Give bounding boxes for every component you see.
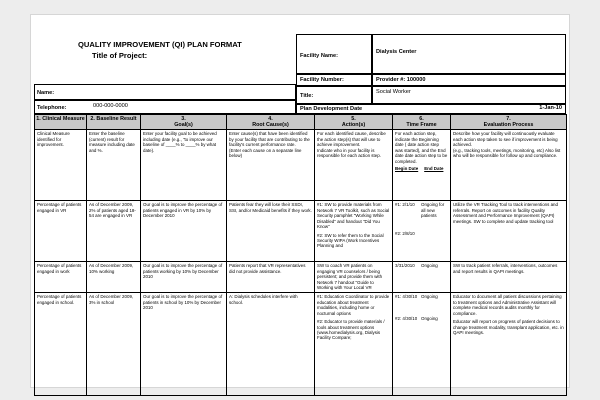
column-header-root-cause: 4. Root Cause(s) (227, 115, 315, 130)
begin-date: #1: 2/1/10 (395, 202, 415, 208)
plan-header (34, 34, 566, 114)
title-value: Social Worker (376, 89, 411, 95)
column-header-goal: 3. Goal(s) (141, 115, 227, 130)
table-row (35, 201, 567, 262)
provider-field[interactable] (372, 74, 566, 86)
telephone-label: Telephone: (37, 105, 67, 111)
instruction-measure: Clinical Measure identified for improvement. (35, 130, 87, 201)
column-header-time-frame: 6. Time Frame (393, 115, 451, 130)
plan-date-value: 1-Jan-10 (539, 105, 562, 111)
cell-goal[interactable]: Our goal is to improve the percentage of patients working by 10% by December 2010 (141, 262, 227, 293)
end-date: Ongoing (421, 294, 438, 300)
evaluation-note: Educator to document all patient discussions pertaining to treatment options and Administrative Assistant will complete medical records audits monthly for compliance. (453, 294, 562, 316)
action-step: #2: Educator to provide materials / tools about treatment options (www.homedialysis.org, Dialysis Facility Compare; (317, 319, 385, 341)
plan-date-field[interactable] (296, 104, 566, 114)
cell-evaluation[interactable]: Utilize the VR Tracking Tool to track interventions and referrals. Report on outcomes in facility Quality Assessment and Performance Improvement (QAPI) meetings. SW to complete and update tracking tool (451, 201, 567, 262)
column-header-baseline: 2. Baseline Result (87, 115, 141, 130)
column-header-row (35, 115, 567, 130)
facility-name-label: Facility Name: (300, 53, 338, 59)
column-header-measure: 1. Clinical Measure (35, 115, 87, 130)
facility-name-label-cell (296, 34, 372, 74)
project-title-label: Title of Project: (92, 51, 148, 60)
begin-date-label: Begin Date (395, 165, 419, 171)
begin-date: #2: 2/8/10 (395, 230, 415, 236)
instruction-goal: Enter your facility goal to be achieved including date (e.g., "to improve our baseline of ____% to ____% by what date). (141, 130, 227, 201)
cell-baseline[interactable]: As of December 2009, 2% of patients aged 18-54 are engaged in VR (87, 201, 141, 262)
provider-number: Provider #: 100000 (376, 77, 426, 83)
begin-date: 3/31/2010 (395, 263, 415, 269)
cell-root-cause[interactable]: Patients fear they will lose their SSDI, SSI, and/or Medicaid benefits if they work. (227, 201, 315, 262)
instruction-baseline: Enter the baseline (current) result for measure including date and %. (87, 130, 141, 201)
end-date-label: End Date (424, 165, 444, 171)
column-header-action: 5. Action(s) (315, 115, 393, 130)
title-label-cell (296, 86, 372, 104)
facility-name-field[interactable] (372, 34, 566, 74)
instruction-row (35, 130, 567, 201)
end-date: Ongoing (421, 263, 438, 269)
facility-number-label-cell (296, 74, 372, 86)
cell-baseline[interactable]: As of December 2009, 3% in school (87, 293, 141, 396)
begin-date: #1: 4/30/10 (395, 294, 418, 300)
instruction-time-frame (393, 130, 451, 201)
cell-time-frame[interactable] (393, 262, 451, 293)
instruction-root-cause: Enter cause(s) that have been identified by your facility that are contributing to the facility's current performance rate. (Enter each cause on a separate line below) (227, 130, 315, 201)
action-step: #1: Education Coordinator to provide education about treatment modalities, including home or nocturnal options (317, 294, 390, 316)
cell-evaluation[interactable]: SW to track patient referrals, interventions, outcomes and report results in QAPI meetings. (451, 262, 567, 293)
instruction-time-frame-text: For each action step, indicate the Beginning date ( date action step was started), and the End date date action step to be completed. (395, 131, 448, 164)
facility-number-label: Facility Number: (300, 77, 344, 83)
cell-root-cause[interactable]: Patients report that VR representatives did not provide assistance. (227, 262, 315, 293)
cell-goal[interactable]: Our goal is to improve the percentage of patients in school by 10% by December 2010 (141, 293, 227, 396)
action-step: #1: SW to provide materials from Network 7 VR Toolkit, such as Social Security pamphlet "Working While Disabled" and handout "Did You Know" (317, 202, 390, 230)
name-label: Name: (37, 90, 55, 96)
cell-action[interactable]: SW to coach VR patients on engaging VR counselors / being persistent; and provide them with Network 7 handout "Guide to Working with Your Local VR (315, 262, 393, 293)
title-label: Title: (300, 93, 314, 99)
title-field[interactable] (372, 86, 566, 104)
table-row (35, 293, 567, 396)
cell-time-frame[interactable] (393, 293, 451, 396)
table-row (35, 262, 567, 293)
cell-time-frame[interactable] (393, 201, 451, 262)
cell-measure[interactable]: Percentage of patients engaged in work (35, 262, 87, 293)
plan-date-label: Plan Development Date (300, 106, 363, 112)
end-date: Ongoing for all new patients (421, 202, 445, 219)
document-title: QUALITY IMPROVEMENT (QI) PLAN FORMAT (78, 40, 242, 49)
cell-action[interactable] (315, 201, 393, 262)
cell-measure[interactable]: Percentage of patients engaged in VR (35, 201, 87, 262)
instruction-evaluation: Describe how your facility will continuously evaluate each action step taken to see if improvement is being achieved. (e.g., tracking tools, meetings, monitoring, etc) Also list who will be responsible for follow up and compliance. (451, 130, 567, 201)
cell-action[interactable] (315, 293, 393, 396)
cell-goal[interactable]: Our goal is to improve the percentage of patients engaged in VR by 10% by December 2010 (141, 201, 227, 262)
column-header-evaluation: 7. Evaluation Process (451, 115, 567, 130)
instruction-action: For each identified cause, describe the action step(s) that will use to achieve improvement. Indicate who in your facility is responsible for each action step. (315, 130, 393, 201)
cell-baseline[interactable]: As of December 2009, 10% working (87, 262, 141, 293)
qi-plan-table (34, 114, 567, 396)
name-field[interactable] (34, 84, 296, 100)
telephone-field[interactable] (34, 100, 296, 114)
cell-measure[interactable]: Percentage of patients engaged in school. (35, 293, 87, 396)
begin-date: #2: 4/30/10 (395, 315, 418, 321)
end-date: Ongoing (421, 315, 438, 321)
telephone-value: 000-000-0000 (93, 103, 128, 109)
cell-evaluation[interactable] (451, 293, 567, 396)
evaluation-note: Educator will report on progress of patient decisions to change treatment modality, transplant application, etc. in QAPI meetings. (453, 319, 564, 335)
facility-name-value: Dialysis Center (376, 49, 417, 55)
cell-root-cause[interactable]: A: Dialysis schedules interfere with school. (227, 293, 315, 396)
action-step: #2: SW to refer them to the Social Security WIPA (Work Incentives Planning and (317, 232, 384, 249)
